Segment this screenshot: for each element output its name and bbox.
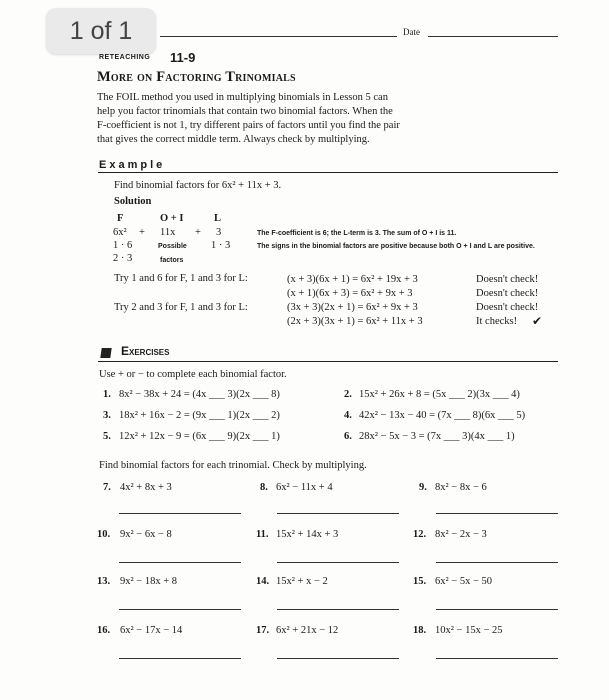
solution-label: Solution bbox=[114, 196, 152, 207]
ex-num: 8. bbox=[260, 482, 268, 493]
col-l: L bbox=[214, 213, 222, 224]
ex-text: 6x² + 21x − 12 bbox=[276, 625, 339, 636]
ex-num: 12. bbox=[413, 529, 427, 540]
ex-text: 28x² − 5x − 3 = (7x ___ 3)(4x ___ 1) bbox=[359, 431, 515, 442]
ex-num: 3. bbox=[103, 410, 111, 421]
intro-line-3: F-coefficient is not 1, try different pairs of factors until you find the pair bbox=[97, 120, 400, 131]
page-counter: 1 of 1 bbox=[46, 8, 156, 54]
ex-num: 9. bbox=[419, 482, 427, 493]
answer-line[interactable] bbox=[119, 513, 241, 514]
ex-num: 4. bbox=[344, 410, 352, 421]
ex-text: 6x² − 17x − 14 bbox=[120, 625, 183, 636]
answer-line[interactable] bbox=[119, 658, 241, 659]
ex-text: 15x² + 14x + 3 bbox=[276, 529, 339, 540]
f-pair-2: 2 · 3 bbox=[113, 253, 133, 264]
exercise-box-icon bbox=[100, 348, 111, 358]
answer-line[interactable] bbox=[277, 658, 399, 659]
example-rule bbox=[98, 172, 558, 173]
try-line-1: Try 1 and 6 for F, 1 and 3 for L: bbox=[114, 273, 248, 284]
ex-text: 8x² − 8x − 6 bbox=[435, 482, 487, 493]
ex-text: 42x² − 13x − 40 = (7x ___ 8)(6x ___ 5) bbox=[359, 410, 526, 421]
ex-num: 6. bbox=[344, 431, 352, 442]
note-1: The F-coefficient is 6; the L-term is 3. The sum of O + I is 11. bbox=[257, 230, 457, 237]
ex-text: 12x² + 12x − 9 = (6x ___ 9)(2x ___ 1) bbox=[119, 431, 280, 442]
term-l: 3 bbox=[216, 227, 222, 238]
answer-line[interactable] bbox=[119, 562, 241, 563]
intro-line-4: that gives the correct middle term. Always check by multiplying. bbox=[97, 134, 370, 145]
reteaching-label: RETEACHING bbox=[99, 54, 151, 61]
check-result-3: Doesn't check! bbox=[476, 302, 539, 313]
lesson-number: 11-9 bbox=[170, 50, 196, 65]
answer-line[interactable] bbox=[436, 562, 558, 563]
ex-text: 6x² − 11x + 4 bbox=[276, 482, 333, 493]
possible-label: Possible bbox=[158, 243, 187, 250]
ex-num: 10. bbox=[97, 529, 111, 540]
name-line bbox=[160, 36, 397, 37]
intro-line-2: help you factor trinomials that contain two binomial factors. When the bbox=[97, 106, 393, 117]
check-expr-4: (2x + 3)(3x + 1) = 6x² + 11x + 3 bbox=[287, 316, 423, 327]
col-oi: O + I bbox=[160, 213, 184, 224]
example-heading: Example bbox=[99, 159, 166, 171]
date-label: Date bbox=[403, 27, 420, 37]
ex-num: 11. bbox=[256, 529, 269, 540]
ex-text: 15x² + 26x + 8 = (5x ___ 2)(3x ___ 4) bbox=[359, 389, 520, 400]
note-2: The signs in the binomial factors are positive because both O + I and L are positive. bbox=[257, 243, 535, 250]
ex-num: 7. bbox=[103, 482, 111, 493]
ex-text: 4x² + 8x + 3 bbox=[120, 482, 172, 493]
instruction-2: Find binomial factors for each trinomial. Check by multiplying. bbox=[99, 460, 367, 471]
answer-line[interactable] bbox=[119, 609, 241, 610]
term-plus-1: + bbox=[139, 227, 145, 238]
term-oi: 11x bbox=[160, 227, 176, 238]
ex-num: 18. bbox=[413, 625, 427, 636]
factors-label: factors bbox=[160, 257, 184, 264]
answer-line[interactable] bbox=[436, 609, 558, 610]
check-expr-1: (x + 3)(6x + 1) = 6x² + 19x + 3 bbox=[287, 274, 418, 285]
intro-line-1: The FOIL method you used in multiplying binomials in Lesson 5 can bbox=[97, 92, 388, 103]
ex-text: 9x² − 6x − 8 bbox=[120, 529, 172, 540]
check-result-2: Doesn't check! bbox=[476, 288, 539, 299]
ex-text: 8x² − 38x + 24 = (4x ___ 3)(2x ___ 8) bbox=[119, 389, 280, 400]
ex-num: 15. bbox=[413, 576, 427, 587]
ex-num: 13. bbox=[97, 576, 111, 587]
f-pair-1: 1 · 6 bbox=[113, 240, 133, 251]
answer-line[interactable] bbox=[277, 609, 399, 610]
instruction-1: Use + or − to complete each binomial factor. bbox=[99, 369, 287, 380]
exercises-heading: Exercises bbox=[121, 344, 170, 358]
answer-line[interactable] bbox=[436, 658, 558, 659]
ex-num: 17. bbox=[256, 625, 270, 636]
ex-num: 2. bbox=[344, 389, 352, 400]
term-f: 6x² bbox=[113, 227, 127, 238]
date-line bbox=[428, 36, 558, 37]
term-plus-2: + bbox=[195, 227, 201, 238]
page-title: More on Factoring Trinomials bbox=[97, 69, 296, 85]
ex-text: 8x² − 2x − 3 bbox=[435, 529, 487, 540]
ex-num: 16. bbox=[97, 625, 111, 636]
l-pair: 1 · 3 bbox=[211, 240, 231, 251]
col-f: F bbox=[117, 213, 124, 224]
ex-text: 10x² − 15x − 25 bbox=[435, 625, 503, 636]
try-line-2: Try 2 and 3 for F, 1 and 3 for L: bbox=[114, 302, 248, 313]
check-expr-3: (3x + 3)(2x + 1) = 6x² + 9x + 3 bbox=[287, 302, 418, 313]
exercises-rule bbox=[98, 361, 558, 362]
answer-line[interactable] bbox=[436, 513, 558, 514]
ex-num: 1. bbox=[103, 389, 111, 400]
check-expr-2: (x + 1)(6x + 3) = 6x² + 9x + 3 bbox=[287, 288, 413, 299]
answer-line[interactable] bbox=[277, 513, 399, 514]
check-result-4: It checks! bbox=[476, 316, 518, 327]
check-result-1: Doesn't check! bbox=[476, 274, 539, 285]
checkmark-icon: ✔ bbox=[532, 314, 543, 328]
ex-text: 6x² − 5x − 50 bbox=[435, 576, 492, 587]
example-prompt: Find binomial factors for 6x² + 11x + 3. bbox=[114, 180, 282, 191]
answer-line[interactable] bbox=[277, 562, 399, 563]
ex-num: 5. bbox=[103, 431, 111, 442]
ex-num: 14. bbox=[256, 576, 270, 587]
ex-text: 18x² + 16x − 2 = (9x ___ 1)(2x ___ 2) bbox=[119, 410, 280, 421]
ex-text: 15x² + x − 2 bbox=[276, 576, 328, 587]
ex-text: 9x² − 18x + 8 bbox=[120, 576, 177, 587]
